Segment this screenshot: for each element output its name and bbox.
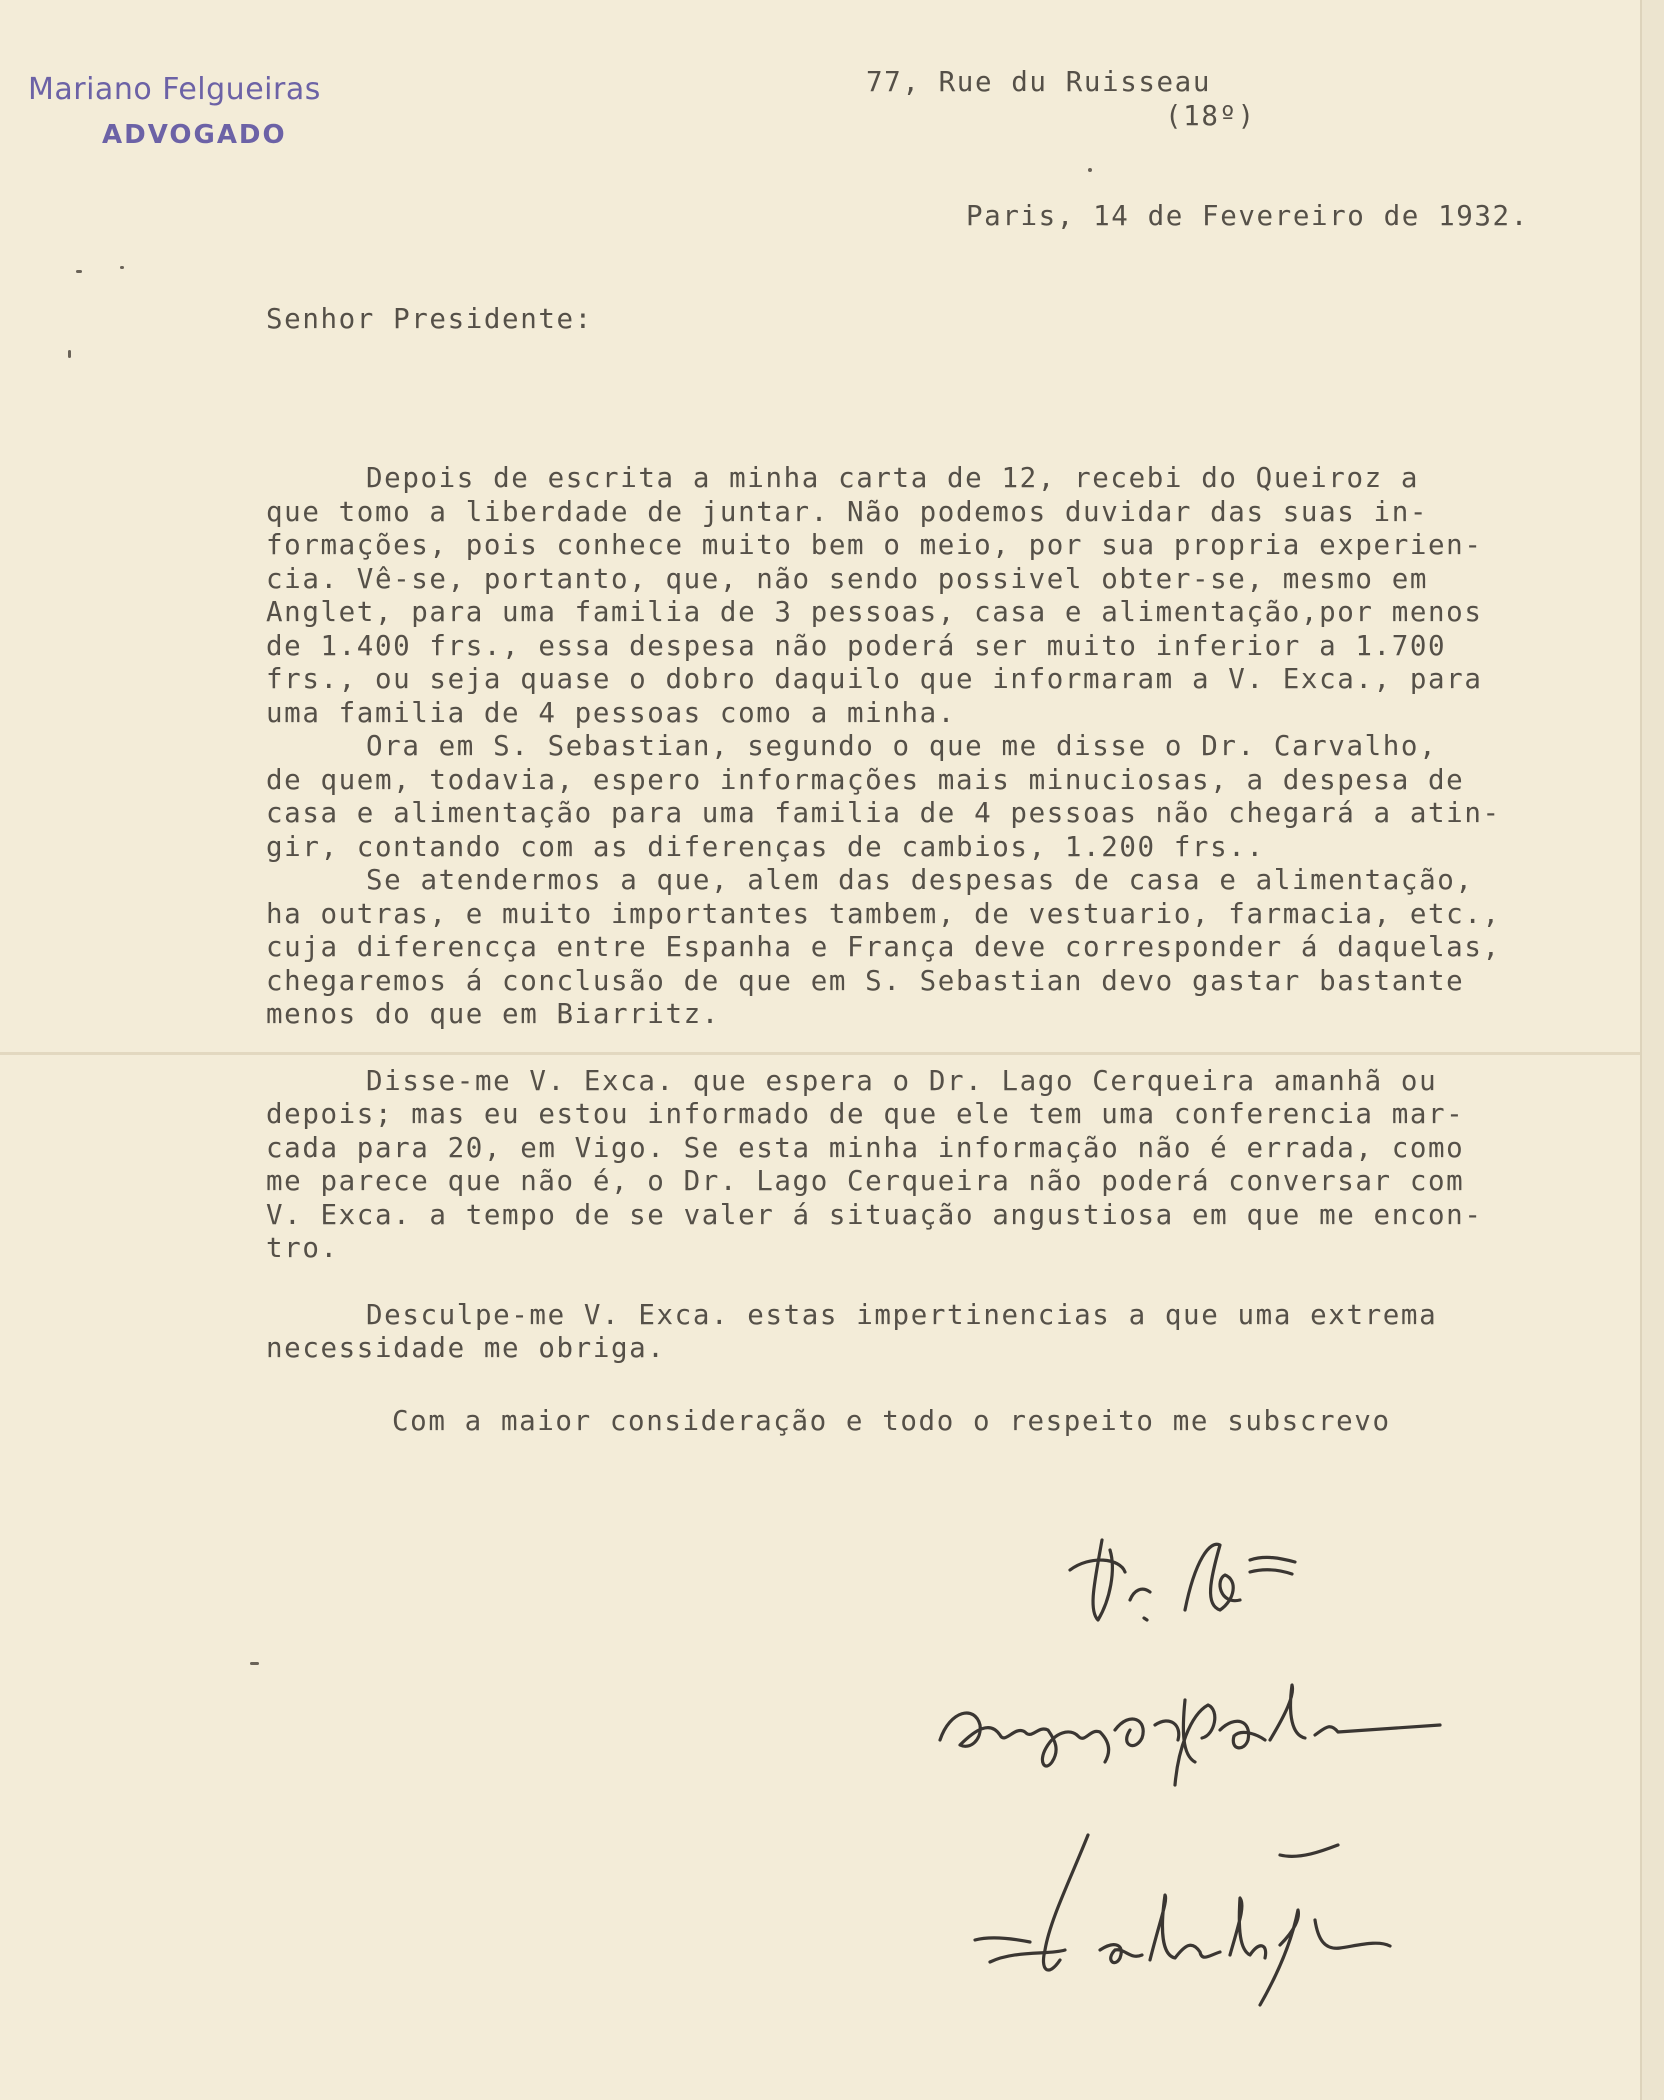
handwritten-signature: [920, 1500, 1620, 2090]
body-line: casa e alimentação para uma familia de 4 pessoas não chegará a atin-: [266, 797, 1501, 829]
paragraph-2: [266, 730, 1606, 864]
body-line: uma familia de 4 pessoas como a minha.: [266, 696, 956, 729]
letterhead-name: Mariano Felgueiras: [28, 72, 321, 107]
paragraph-5: [266, 1299, 1606, 1366]
letter-body: [266, 462, 1606, 1366]
body-line: Se atendermos a que, alem das despesas de casa e alimentação,: [366, 864, 1474, 896]
body-line: de 1.400 frs., essa despesa não poderá ser muito inferior a 1.700: [266, 629, 1447, 662]
body-line: Desculpe-me V. Exca. estas impertinencias a que uma extrema: [366, 1298, 1438, 1331]
body-line: formações, pois conhece muito bem o meio, por sua propria experien-: [266, 529, 1483, 561]
body-line: que tomo a liberdade de juntar. Não podemos duvidar das suas in-: [266, 495, 1429, 528]
body-line: chegaremos á conclusão de que em S. Sebastian devo gastar bastante: [266, 964, 1465, 997]
closing-line: Com a maior consideração e todo o respeito me subscrevo: [392, 1405, 1391, 1437]
body-line: cuja diferencça entre Espanha e França deve corresponder á daquelas,: [266, 931, 1501, 963]
body-line: Depois de escrita a minha carta de 12, recebi do Queiroz a: [366, 462, 1420, 494]
ink-speck: [76, 270, 82, 273]
paragraph-4: [266, 1065, 1606, 1266]
ink-speck: [1088, 168, 1092, 172]
ink-speck: [120, 266, 124, 269]
dateline: Paris, 14 de Fevereiro de 1932.: [966, 200, 1529, 232]
body-line: tro.: [266, 1232, 339, 1264]
body-line: depois; mas eu estou informado de que ele tem uma conferencia mar-: [266, 1098, 1465, 1130]
ink-speck: [250, 1662, 259, 1665]
body-line: Anglet, para uma familia de 3 pessoas, casa e alimentação,por menos: [266, 596, 1483, 628]
body-line: gir, contando com as diferenças de cambios, 1.200 frs..: [266, 830, 1265, 863]
address-line-2: (18º): [1165, 100, 1256, 132]
letterhead-title: ADVOGADO: [102, 120, 287, 150]
body-line: de quem, todavia, espero informações mais minuciosas, a despesa de: [266, 763, 1465, 796]
paragraph-3: [266, 864, 1606, 1032]
body-line: cada para 20, em Vigo. Se esta minha informação não é errada, como: [266, 1131, 1465, 1164]
body-line: menos do que em Biarritz.: [266, 998, 720, 1030]
salutation: Senhor Presidente:: [266, 303, 593, 335]
ink-speck: [68, 350, 71, 358]
body-line: cia. Vê-se, portanto, que, não sendo possivel obter-se, mesmo em: [266, 562, 1429, 595]
body-line: Ora em S. Sebastian, segundo o que me disse o Dr. Carvalho,: [366, 730, 1438, 762]
body-line: necessidade me obriga.: [266, 1332, 666, 1364]
body-line: frs., ou seja quase o dobro daquilo que informaram a V. Exca., para: [266, 663, 1483, 695]
body-line: ha outras, e muito importantes tambem, de vestuario, farmacia, etc.,: [266, 897, 1501, 930]
body-line: me parece que não é, o Dr. Lago Cerqueira não poderá conversar com: [266, 1165, 1465, 1197]
address-line-1: 77, Rue du Ruisseau: [866, 66, 1211, 98]
body-line: Disse-me V. Exca. que espera o Dr. Lago Cerqueira amanhã ou: [366, 1064, 1438, 1097]
body-line: V. Exca. a tempo de se valer á situação angustiosa em que me encon-: [266, 1198, 1483, 1231]
paragraph-1: [266, 462, 1606, 730]
